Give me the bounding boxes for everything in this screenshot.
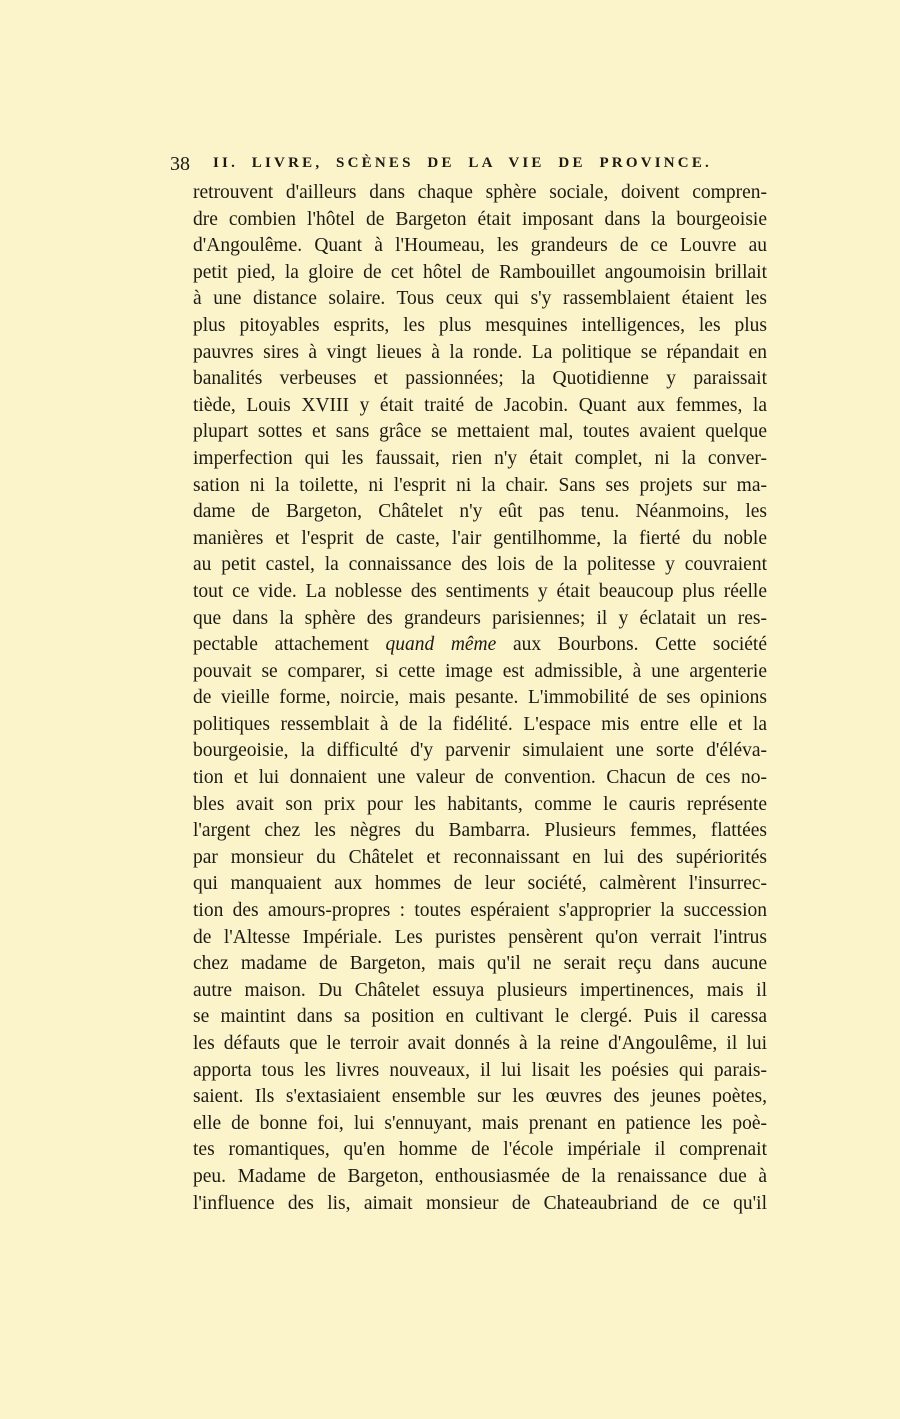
- text-segment: pectable attachement: [193, 634, 369, 656]
- text-line: saient. Ils s'extasiaient ensemble sur les œuvres des jeunes poètes,: [193, 1086, 767, 1108]
- text-line: que dans la sphère des grandeurs parisiennes; il y éclatait un res-: [193, 607, 767, 629]
- text-line: qui manquaient aux hommes de leur société, calmèrent l'insurrec-: [193, 873, 767, 895]
- text-line: [193, 632, 767, 659]
- text-line: pauvres sires à vingt lieues à la ronde. La politique se répandait en: [193, 341, 767, 363]
- body-text: [193, 180, 767, 1217]
- text-line: politiques ressemblait à de la fidélité. L'espace mis entre elle et la: [193, 713, 767, 735]
- text-line: de vieille forme, noircie, mais pesante. L'immobilité de ses opinions: [193, 687, 767, 709]
- text-line: manières et l'esprit de caste, l'air gentilhomme, la fierté du noble: [193, 527, 767, 549]
- text-line: imperfection qui les faussait, rien n'y était complet, ni la conver-: [193, 447, 767, 469]
- text-line: dame de Bargeton, Châtelet n'y eût pas tenu. Néanmoins, les: [193, 501, 767, 523]
- text-line: bourgeoisie, la difficulté d'y parvenir simulaient une sorte d'éléva-: [193, 740, 767, 762]
- text-line: tion et lui donnaient une valeur de convention. Chacun de ces no-: [193, 767, 767, 789]
- text-line: tion des amours-propres : toutes espéraient s'approprier la succession: [193, 900, 767, 922]
- text-line: autre maison. Du Châtelet essuya plusieurs impertinences, mais il: [193, 979, 767, 1001]
- text-line: banalités verbeuses et passionnées; la Quotidienne y paraissait: [193, 368, 767, 390]
- text-line: au petit castel, la connaissance des lois de la politesse y couvraient: [193, 554, 767, 576]
- text-line: tiède, Louis XVIII y était traité de Jacobin. Quant aux femmes, la: [193, 394, 767, 416]
- text-line: plupart sottes et sans grâce se mettaient mal, toutes avaient quelque: [193, 421, 767, 443]
- text-line: retrouvent d'ailleurs dans chaque sphère sociale, doivent compren-: [193, 182, 767, 203]
- text-line: elle de bonne foi, lui s'ennuyant, mais prenant en patience les poè-: [193, 1112, 767, 1134]
- text-line: de l'Altesse Impériale. Les puristes pensèrent qu'on verrait l'intrus: [193, 926, 767, 948]
- text-line: pouvait se comparer, si cette image est admissible, à une argenterie: [193, 660, 767, 682]
- text-line: chez madame de Bargeton, mais qu'il ne serait reçu dans aucune: [193, 953, 767, 975]
- text-line: l'influence des lis, aimait monsieur de Chateaubriand de ce qu'il: [193, 1192, 767, 1214]
- text-line: apporta tous les livres nouveaux, il lui lisait les poésies qui parais-: [193, 1059, 767, 1081]
- text-line: les défauts que le terroir avait donnés à la reine d'Angoulême, il lui: [193, 1033, 767, 1054]
- text-line: par monsieur du Châtelet et reconnaissant en lui des supériorités: [193, 846, 767, 868]
- running-title: II. LIVRE, SCÈNES DE LA VIE DE PROVINCE.: [213, 155, 712, 171]
- text-line: à une distance solaire. Tous ceux qui s'y rassemblaient étaient les: [193, 288, 767, 310]
- text-line: d'Angoulême. Quant à l'Houmeau, les grandeurs de ce Louvre au: [193, 235, 767, 257]
- italic-phrase: quand même: [385, 634, 497, 656]
- text-line: sation ni la toilette, ni l'esprit ni la chair. Sans ses projets sur ma-: [193, 474, 767, 496]
- text-line: tes romantiques, qu'en homme de l'école impériale il comprenait: [193, 1139, 767, 1161]
- text-line: petit pied, la gloire de cet hôtel de Rambouillet angoumoisin brillait: [193, 261, 767, 283]
- text-line: bles avait son prix pour les habitants, comme le cauris représente: [193, 793, 767, 815]
- text-line: tout ce vide. La noblesse des sentiments y était beaucoup plus réelle: [193, 580, 767, 602]
- page-number: 38: [170, 153, 190, 175]
- page-header: [170, 153, 712, 179]
- text-line: peu. Madame de Bargeton, enthousiasmée de la renaissance due à: [193, 1165, 767, 1187]
- text-line: l'argent chez les nègres du Bambarra. Plusieurs femmes, flattées: [193, 820, 767, 842]
- text-segment: aux Bourbons. Cette société: [512, 634, 767, 656]
- text-line: se maintint dans sa position en cultivant le clergé. Puis il caressa: [193, 1006, 767, 1028]
- text-line: dre combien l'hôtel de Bargeton était imposant dans la bourgeoisie: [193, 208, 767, 230]
- text-line: plus pitoyables esprits, les plus mesquines intelligences, les plus: [193, 314, 767, 336]
